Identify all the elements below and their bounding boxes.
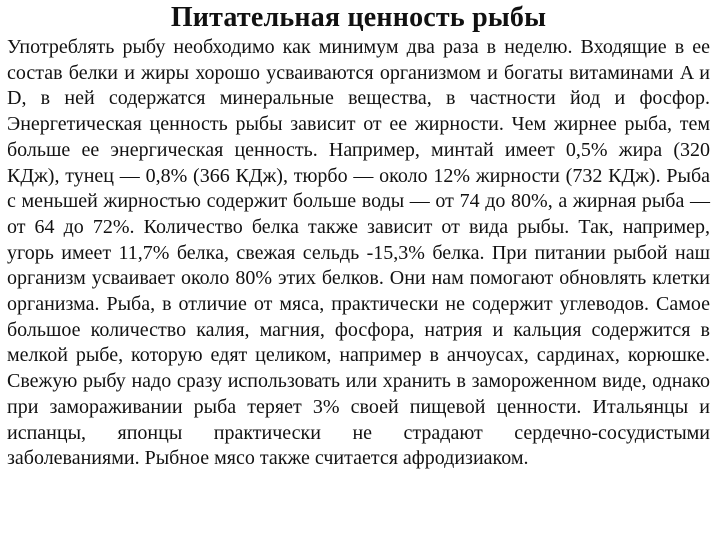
slide-body-text: Употреблять рыбу необходимо как минимум два раза в неделю. Входящие в ее состав белки и жиры хорошо усваиваются организмом и богаты витаминами A и D, в ней содержатся минеральные вещества, в частности йод и фосфор. Энергетическая ценность рыбы зависит от ее жирности. Чем жирнее рыба, тем больше ее энергическая ценность. Например, минтай имеет 0,5% жира (320 КДж), тунец — 0,8% (366 КДж), тюрбо — около 12% жирности (732 КДж). Рыба с меньшей жирностью содержит больше воды — от 74 до 80%, а жирная рыба — от 64 до 72%. Количество белка также зависит от вида рыбы. Так, например, угорь имеет 11,7% белка, свежая сельдь -15,3% белка. При питании рыбой наш организм усваивает около 80% этих белков. Они нам помогают обновлять клетки организма. Рыба, в отличие от мяса, практически не содержит углеводов. Самое большое количество калия, магния, фосфора, натрия и кальция содержится в мелкой рыбе, которую едят целиком, например в анчоусах, сардинах, корюшке. Свежую рыбу надо сразу использовать или хранить в замороженном виде, однако при замораживании рыба теряет 3% своей пищевой ценности. Итальянцы и испанцы, японцы практически не страдают сердечно-сосудистыми заболеваниями. Рыбное мясо также считается афродизиаком. — [7, 36, 710, 470]
slide-title: Питательная ценность рыбы — [170, 2, 547, 33]
